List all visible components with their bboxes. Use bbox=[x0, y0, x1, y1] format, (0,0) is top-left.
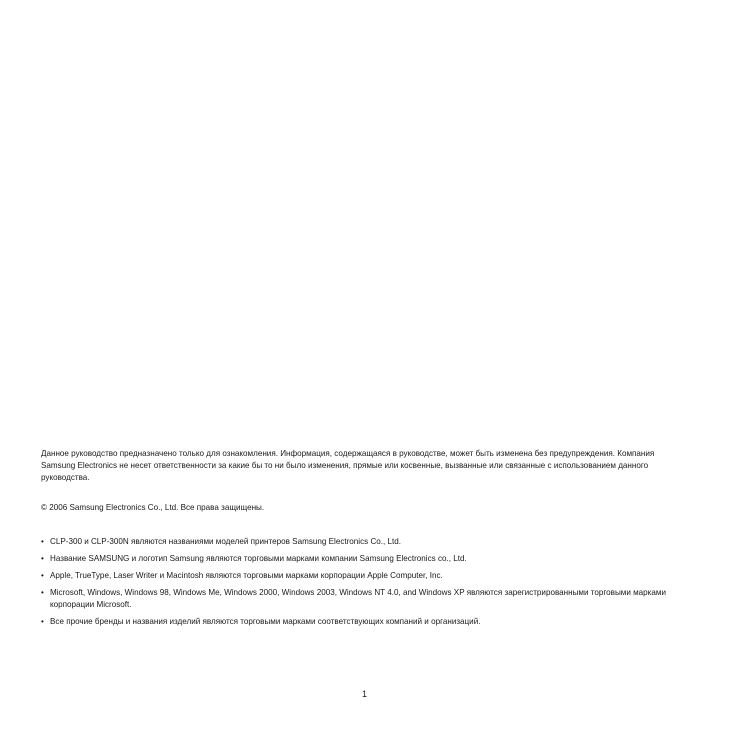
list-item bbox=[41, 570, 689, 582]
trademark-text: Название SAMSUNG и логотип Samsung являются торговыми марками компании Samsung Electronics co., Ltd. bbox=[50, 554, 467, 563]
list-item bbox=[41, 536, 689, 548]
copyright-notice: © 2006 Samsung Electronics Co., Ltd. Все права защищены. bbox=[41, 503, 265, 512]
bullet-icon: • bbox=[41, 588, 44, 597]
trademark-text: Microsoft, Windows, Windows 98, Windows Me, Windows 2000, Windows 2003, Windows NT 4.0, and Windows XP являются зарегистрированными торговыми марками корпорации Microsoft. bbox=[50, 588, 666, 609]
bullet-icon: • bbox=[41, 554, 44, 563]
list-item bbox=[41, 616, 689, 628]
trademark-text: Все прочие бренды и названия изделий являются торговыми марками соответствующих компаний и организаций. bbox=[50, 617, 481, 626]
bullet-icon: • bbox=[41, 571, 44, 580]
bullet-icon: • bbox=[41, 617, 44, 626]
trademark-list bbox=[41, 536, 689, 633]
bullet-icon: • bbox=[41, 537, 44, 546]
disclaimer-paragraph: Данное руководство предназначено только для ознакомления. Информация, содержащаяся в руководстве, может быть изменена без предупреждения. Компания Samsung Electronics не несет ответственности за какие бы то ни было изменения, прямые или косвенные, вызванные или связанные с использованием данного руководства. bbox=[41, 449, 655, 482]
trademark-text: Apple, TrueType, Laser Writer и Macintosh являются торговыми марками корпорации Apple Computer, Inc. bbox=[50, 571, 443, 580]
list-item bbox=[41, 587, 689, 611]
trademark-text: CLP-300 и CLP-300N являются названиями моделей принтеров Samsung Electronics Co., Ltd. bbox=[50, 537, 402, 546]
list-item bbox=[41, 553, 689, 565]
page-number: 1 bbox=[361, 689, 367, 699]
